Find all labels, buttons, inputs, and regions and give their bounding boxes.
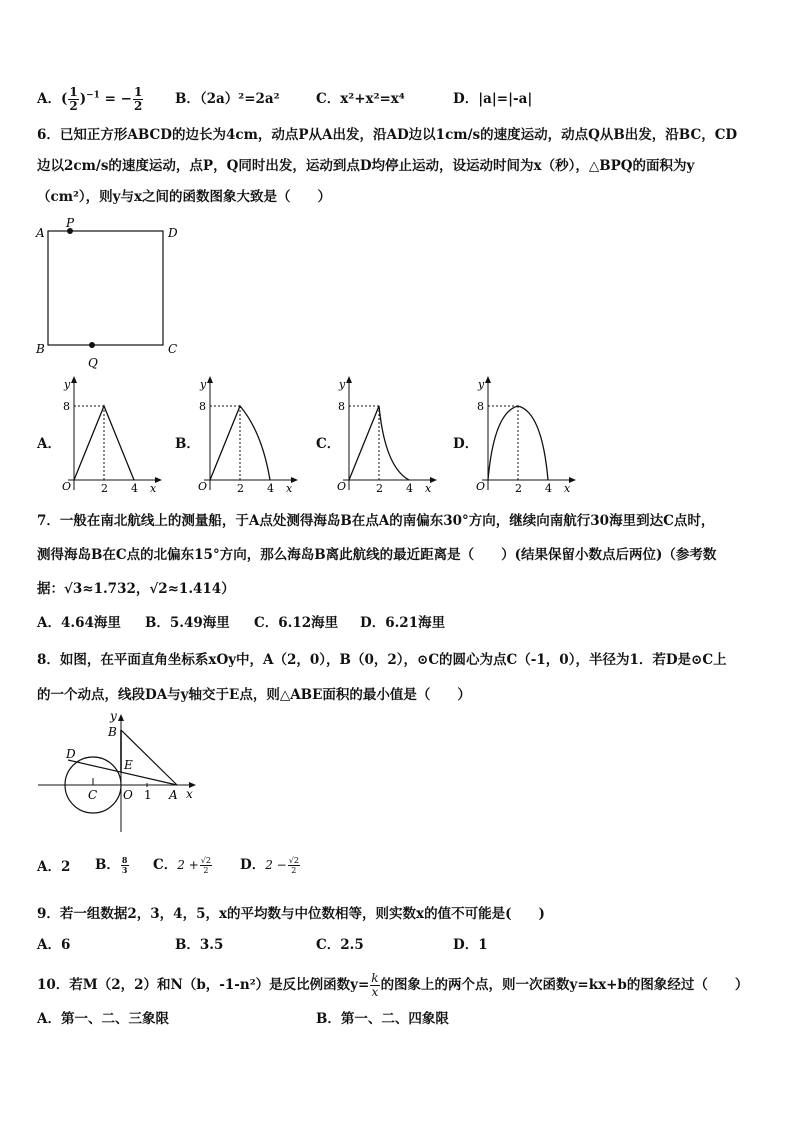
graph-c-y-label: y — [339, 378, 346, 391]
q6-graph-b — [192, 372, 302, 498]
q8-line-1: 8．如图，在平面直角坐标系xOy中，A（2，0），B（0，2），⊙C的圆心为点C（-1，0），半径为1．若D是⊙C上 — [37, 652, 727, 668]
q5-a-rhs: = − — [104, 91, 132, 107]
q7-line-1: 7．一般在南北航线上的测量船，于A点处测得海岛B在点A的南偏东30°方向，继续向南航行30海里到达C点时， — [37, 513, 715, 529]
q7-option-b: B．5.49海里 — [145, 615, 230, 631]
q8-tick-1: 1 — [144, 788, 152, 802]
graph-c-tick-2: 2 — [376, 482, 383, 495]
graph-b-tick-4: 4 — [267, 482, 274, 495]
square-abcd — [48, 231, 163, 345]
q8-label-b: B — [108, 725, 117, 739]
q8-c-frac: $\frac{√2}{2}$ — [200, 856, 211, 875]
q8-figure — [34, 710, 204, 836]
q7-option-a: A．4.64海里 — [37, 615, 121, 631]
q8-x-label: x — [186, 787, 193, 801]
q10-line-1: 10．若M（2，2）和N（b，-1-n²）是反比例函数y= $\frac{k}{x}$ 的图象上的两个点，则一次函数y=kx+b的图象经过（ ） — [37, 971, 749, 999]
q5-a-base-frac: $\frac{1}{2}$ — [69, 85, 78, 113]
q6-line-3: （cm²），则y与x之间的函数图象大致是（ ） — [37, 189, 332, 205]
q5-a-exponent: −1 — [86, 90, 100, 101]
q5-option-d: D．|a|=|-a| — [453, 91, 533, 107]
q5-a-label: A． — [37, 91, 61, 107]
label-d: D — [168, 226, 178, 240]
graph-d-tick-4: 4 — [545, 482, 552, 495]
graph-c-x-label: x — [425, 482, 432, 495]
q8-option-a: A．2 — [37, 859, 71, 875]
q8-d-frac: $\frac{√2}{2}$ — [288, 856, 299, 875]
graph-d-tick-2: 2 — [515, 482, 522, 495]
q8-y-label: y — [110, 710, 117, 723]
q6-line-1: 6．已知正方形ABCD的边长为4cm，动点P从A出发，沿AD边以1cm/s的速度运动，动点Q从B出发，沿BC，CD — [37, 127, 738, 143]
graph-d-y-label: y — [478, 378, 485, 391]
graph-d-x-label: x — [564, 482, 571, 495]
label-p: P — [66, 216, 75, 230]
q7-option-c: C．6.12海里 — [254, 615, 339, 631]
graph-a-x-label: x — [150, 482, 157, 495]
graph-a-origin: O — [62, 480, 72, 493]
label-c: C — [168, 342, 178, 356]
q10-option-b: B．第一、二、四象限 — [316, 1011, 449, 1027]
q8-b-frac: $\frac{8}{3}$ — [121, 855, 128, 875]
graph-b-x-label: x — [286, 482, 293, 495]
graph-d-tick-8: 8 — [477, 400, 484, 413]
graph-b-y-label: y — [200, 378, 207, 391]
q9-option-a: A．6 — [37, 937, 71, 953]
q6-graph-d — [470, 372, 580, 498]
q8-label-d: D — [66, 747, 76, 761]
q9-option-c: C．2.5 — [316, 937, 364, 953]
q6-line-2: 边以2cm/s的速度运动，点P，Q同时出发，运动到点D均停止运动，设运动时间为x（秒），△BPQ的面积为y — [37, 158, 695, 174]
q10-k-over-x: $\frac{k}{x}$ — [371, 971, 379, 999]
q6-graph-a — [56, 372, 166, 498]
q8-label-a: A — [169, 788, 178, 802]
graph-a-tick-4: 4 — [131, 482, 138, 495]
label-b: B — [36, 342, 45, 356]
q6-graph-c — [331, 372, 441, 498]
q8-option-c: C．2 + $\frac{√2}{2}$ — [153, 856, 211, 875]
q7-line-2: 测得海岛B在C点的北偏东15°方向，那么海岛B离此航线的最近距离是（ ）(结果保留小数点后两位)（参考数 — [37, 547, 717, 563]
label-q: Q — [88, 356, 98, 370]
q5-option-c: C．x²+x²=x⁴ — [316, 91, 405, 107]
q6-option-c-label: C． — [316, 436, 341, 452]
q8-option-d: D．2 − $\frac{√2}{2}$ — [240, 856, 299, 875]
point-q — [89, 342, 95, 348]
graph-c-tick-8: 8 — [338, 400, 345, 413]
graph-a-y-label: y — [64, 378, 71, 391]
q7-line-3: 据：√3≈1.732，√2≈1.414） — [37, 581, 235, 597]
q5-option-a: A．( $\frac{1}{2}$ )$^{-1}$ = − $\frac{1}{2}$ — [37, 85, 143, 113]
q8-label-e: E — [124, 758, 133, 772]
graph-c-tick-4: 4 — [406, 482, 413, 495]
graph-b-tick-2: 2 — [237, 482, 244, 495]
graph-a-tick-2: 2 — [101, 482, 108, 495]
q9-option-b: B．3.5 — [175, 937, 224, 953]
q6-option-a-label: A． — [37, 436, 61, 452]
q5-option-b: B．（2a）²=2a² — [175, 91, 280, 107]
q7-option-d: D．6.21海里 — [360, 615, 446, 631]
q6-option-d-label: D． — [453, 436, 479, 452]
q8-option-b: B． $\frac{8}{3}$ — [95, 855, 128, 875]
segment-da — [68, 760, 177, 785]
q6-square-figure — [30, 215, 190, 370]
q8-label-o: O — [123, 788, 133, 802]
label-a: A — [36, 226, 45, 240]
q5-a-rhs-frac: $\frac{1}{2}$ — [133, 85, 143, 113]
q9-option-d: D．1 — [453, 937, 488, 953]
q8-line-2: 的一个动点，线段DA与y轴交于E点，则△ABE面积的最小值是（ ） — [37, 687, 471, 703]
graph-b-origin: O — [198, 480, 208, 493]
q6-option-b-label: B． — [175, 436, 200, 452]
q8-label-c: C — [88, 788, 98, 802]
q10-option-a: A．第一、二、三象限 — [37, 1011, 169, 1027]
graph-b-tick-8: 8 — [199, 400, 206, 413]
graph-c-origin: O — [337, 480, 347, 493]
graph-a-tick-8: 8 — [63, 400, 70, 413]
graph-d-origin: O — [476, 480, 486, 493]
q9-line-1: 9．若一组数据2，3，4，5，x的平均数与中位数相等，则实数x的值不可能是( ) — [37, 906, 545, 922]
